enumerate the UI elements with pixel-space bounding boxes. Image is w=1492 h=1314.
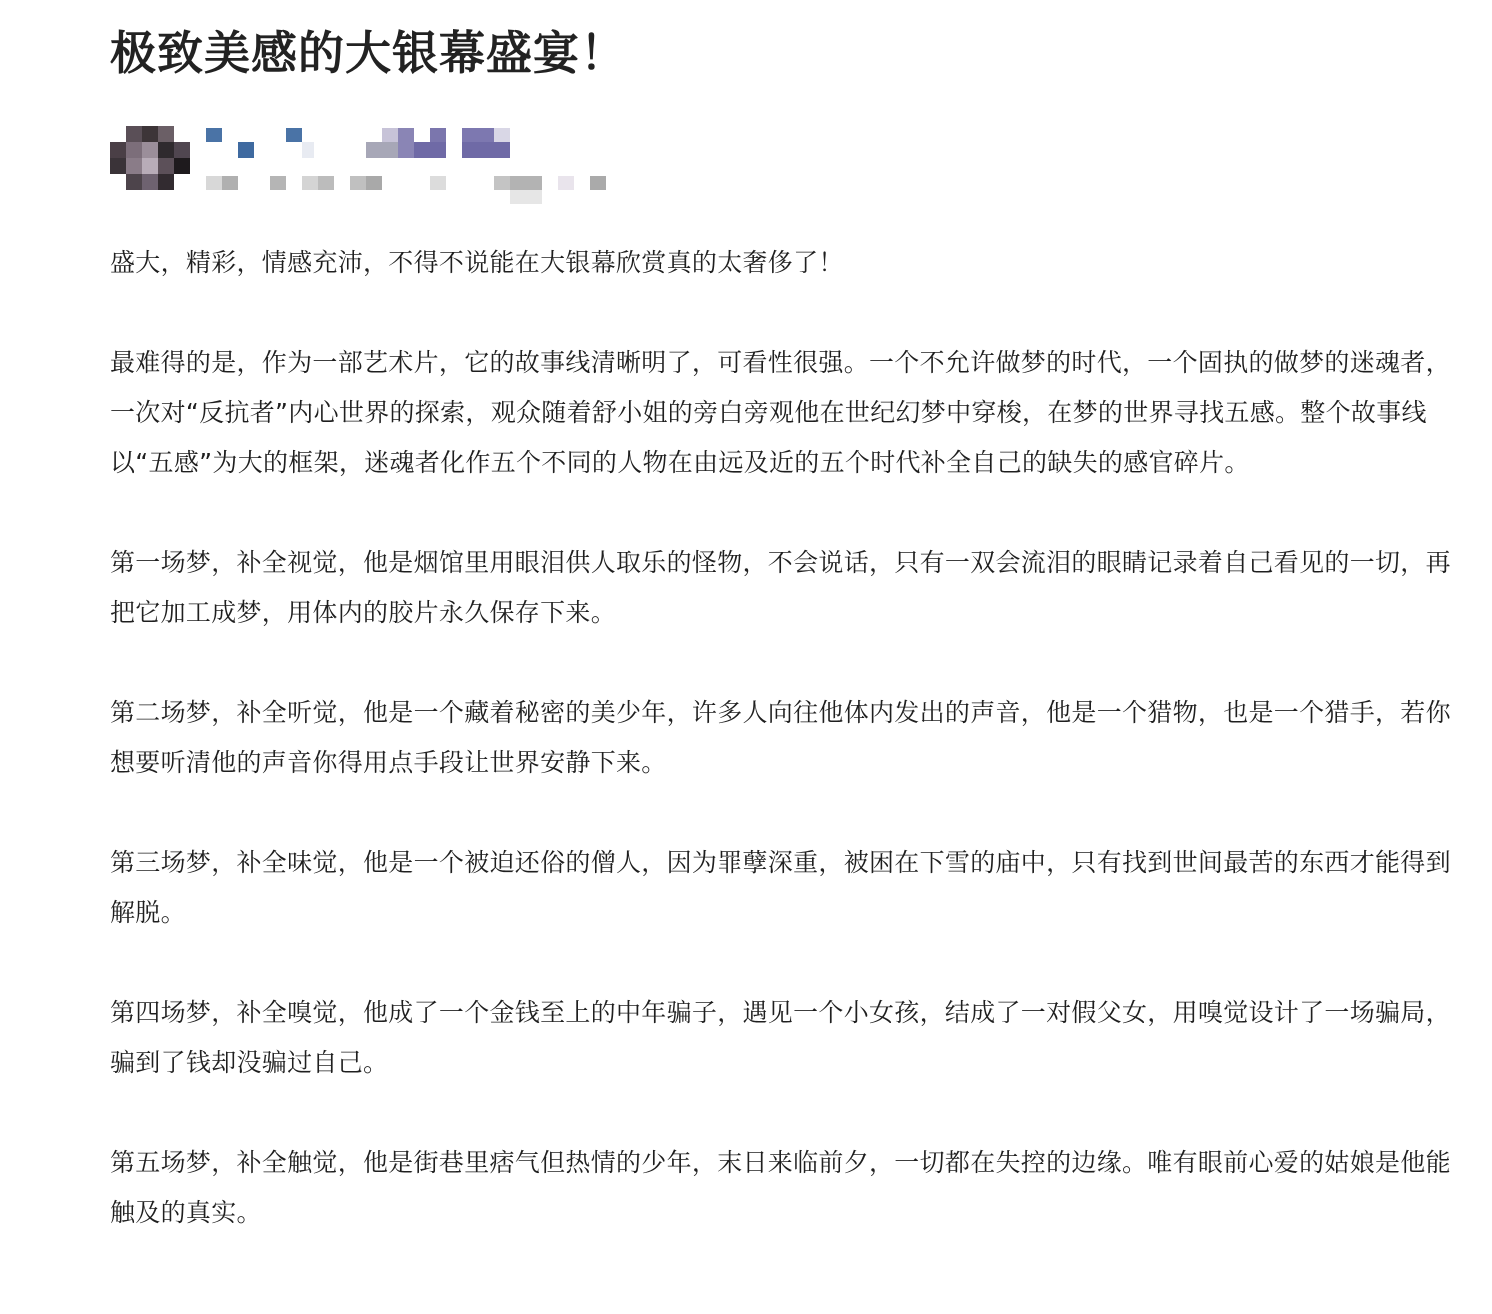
- author-info: [110, 84, 1455, 234]
- paragraph: 最难得的是，作为一部艺术片，它的故事线清晰明了，可看性很强。一个不允许做梦的时代，一个固执的做梦的迷魂者，一次对“反抗者”内心世界的探索，观众随着舒小姐的旁白旁观他在世纪幻梦中穿梭，在梦的世界寻找五感。整个故事线以“五感”为大的框架，迷魂者化作五个不同的人物在由远及近的五个时代补全自己的缺失的感官碎片。: [110, 348, 1451, 477]
- article-title: 极致美感的大银幕盛宴！: [110, 26, 627, 80]
- article-body: [110, 238, 1455, 1288]
- author-name-censored[interactable]: [206, 128, 526, 168]
- paragraph: 第三场梦，补全味觉，他是一个被迫还俗的僧人，因为罪孽深重，被困在下雪的庙中，只有找到世间最苦的东西才能得到解脱。: [110, 848, 1451, 927]
- avatar[interactable]: [110, 126, 190, 190]
- paragraph: 第二场梦，补全听觉，他是一个藏着秘密的美少年，许多人向往他体内发出的声音，他是一个猎物，也是一个猎手，若你想要听清他的声音你得用点手段让世界安静下来。: [110, 698, 1451, 777]
- paragraph: 第五场梦，补全触觉，他是街巷里痞气但热情的少年，末日来临前夕，一切都在失控的边缘。唯有眼前心爱的姑娘是他能触及的真实。: [110, 1148, 1451, 1227]
- paragraph: 盛大，精彩，情感充沛，不得不说能在大银幕欣赏真的太奢侈了！: [110, 248, 844, 277]
- article: [110, 0, 1455, 1227]
- paragraph: 第一场梦，补全视觉，他是烟馆里用眼泪供人取乐的怪物，不会说话，只有一双会流泪的眼睛记录着自己看见的一切，再把它加工成梦，用体内的胶片永久保存下来。: [110, 548, 1451, 627]
- post-meta-censored: [206, 176, 626, 216]
- paragraph: 第四场梦，补全嗅觉，他成了一个金钱至上的中年骗子，遇见一个小女孩，结成了一对假父女，用嗅觉设计了一场骗局，骗到了钱却没骗过自己。: [110, 998, 1451, 1077]
